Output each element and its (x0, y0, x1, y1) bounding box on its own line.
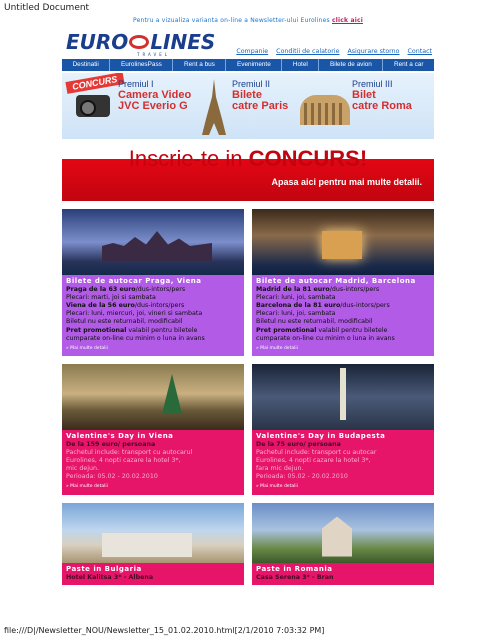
offer-line: Plecari: luni, joi, sambata (256, 310, 336, 318)
praga-photo (62, 209, 244, 275)
more-details-link[interactable]: » Mai multe detalii (256, 345, 298, 351)
nav-bilete-avion[interactable]: Bilete de avion (319, 59, 383, 71)
offer-line: Madrid de la 81 euro/dus-intors/pers (256, 286, 380, 294)
offer-line: Pachetul include: transport cu autocarul (66, 449, 193, 457)
nav-rent-a-car[interactable]: Rent a car (394, 61, 424, 68)
offer-line: Eurolines, 4 nopti cazare la hotel 3*, (66, 457, 181, 465)
offer-card-romania[interactable] (252, 503, 434, 585)
colosseum-icon (300, 95, 350, 125)
logo-subtitle: TRAVEL (137, 52, 171, 57)
prize-line: Bilete (232, 89, 262, 101)
prize-label: Premiul II (232, 79, 271, 89)
nav-eurolinespass[interactable]: EurolinesPass (110, 59, 173, 71)
christmas-tree-icon (162, 374, 182, 414)
concurs-subtitle: Apasa aici pentru mai multe detalii. (271, 177, 422, 187)
offer-line: mic dejun. (66, 465, 99, 473)
offer-line: Casa Serena 3* - Bran (256, 573, 334, 581)
concurs-title-highlight: CONCURS! (248, 146, 368, 171)
castle-tower-icon (322, 517, 352, 557)
offer-title: Paste in Bulgaria (66, 564, 142, 573)
offer-line: Plecari: luni, joi, sambata (256, 294, 336, 302)
offer-info (62, 275, 244, 356)
eiffel-tower-icon (202, 79, 226, 135)
offer-line: Barcelona de la 81 euro/dus-intors/pers (256, 302, 390, 310)
offer-line: Eurolines, 4 nopti cazare la hotel 3*, (256, 457, 371, 465)
logo-ring-icon (129, 35, 149, 49)
main-nav (62, 59, 434, 71)
nav-rent-a-bus[interactable]: Rent a bus (173, 59, 226, 71)
prize-line: catre Paris (232, 100, 289, 112)
offer-card-madrid[interactable] (252, 209, 434, 356)
notice-text: Pentru a vizualiza varianta on-line a Newsletter-ului Eurolines (132, 17, 330, 24)
logo-lines: LINES (150, 30, 216, 54)
offer-line: Biletul nu este returnabil, modificabil (66, 318, 183, 326)
prize-third (352, 79, 412, 112)
concurs-banner[interactable] (62, 141, 434, 201)
offer-info (62, 430, 244, 495)
budapesta-photo (252, 364, 434, 430)
offer-card-bulgaria[interactable] (62, 503, 244, 585)
temple-icon (322, 231, 362, 259)
click-here-link[interactable]: click aici (331, 17, 364, 24)
offers-row (62, 503, 434, 585)
nav-destinatii[interactable]: Destinatii (62, 59, 110, 71)
monument-icon (340, 368, 346, 420)
offer-line: Pret promotional valabil pentru biletele (66, 326, 198, 334)
top-links (236, 48, 432, 55)
viena-photo (62, 364, 244, 430)
prize-line: JVC Everio G (118, 100, 188, 112)
offer-line: Pret promotional valabil pentru biletele (256, 326, 388, 334)
prize-label: Premiul I (118, 79, 154, 89)
bulgaria-photo (62, 503, 244, 563)
offer-line: De la 159 euro/ persoana (66, 440, 156, 448)
offer-title: Valentine's Day in Budapesta (256, 431, 386, 440)
window-title: Untitled Document (4, 3, 90, 13)
link-conditii[interactable]: Conditii de calatorie (276, 48, 340, 55)
offer-title: Bilete de autocar Praga, Viena (66, 277, 202, 285)
brand-row (62, 28, 434, 58)
offer-line: Plecari: luni, miercuri, joi, vineri si sambata (66, 310, 203, 318)
offer-line: cumparate on-line cu minim o luna in avans (256, 334, 395, 342)
offer-line: Praga de la 63 euro/dus-intors/pers (66, 286, 186, 294)
offer-card-viena[interactable] (62, 364, 244, 495)
prize-line: catre Roma (352, 100, 412, 112)
offer-line: Pachetul include: transport cu autocar (256, 449, 377, 457)
video-camera-icon (76, 95, 110, 117)
link-companie[interactable]: Companie (236, 48, 269, 55)
nav-evenimente[interactable]: Evenimente (226, 59, 282, 71)
nav-hotel[interactable]: Hotel (282, 59, 319, 71)
offer-line: Hotel Kalitsa 3* - Albena (66, 573, 154, 581)
prize-second (232, 79, 288, 112)
link-contact[interactable]: Contact (407, 48, 432, 55)
prize-label: Premiul III (352, 79, 393, 89)
offer-card-praga[interactable] (62, 209, 244, 356)
offer-info (62, 563, 244, 585)
prize-first (118, 79, 191, 112)
concurs-tag: CONCURS (65, 73, 124, 94)
concurs-title (62, 146, 434, 172)
prize-banner[interactable] (62, 73, 434, 139)
more-details-link[interactable]: » Mai multe detalii (66, 484, 108, 490)
offer-line: cumparate on-line cu minim o luna in avans (66, 334, 205, 342)
offer-info (252, 275, 434, 356)
concurs-title-pre: Inscrie-te in (128, 146, 249, 171)
offer-line: De la 75 euro/ persoana (256, 440, 341, 448)
offer-line: Perioada: 05.02 - 20.02.2010 (256, 473, 348, 481)
footer-url: file:///D|/Newsletter_NOU/Newsletter_15_01.02.2010.html[2/1/2010 7:03:32 PM] (4, 626, 325, 635)
more-details-link[interactable]: » Mai multe detalii (66, 345, 108, 351)
offer-title: Paste in Romania (256, 564, 333, 573)
offer-line: Plecari: marti, joi si sambata (66, 294, 156, 302)
offer-info (252, 430, 434, 495)
hotel-icon (102, 533, 192, 557)
link-asigurare[interactable]: Asigurare storno (347, 48, 400, 55)
offer-line: fara mic dejun. (256, 465, 304, 473)
prize-line: Bilet (352, 89, 376, 101)
prize-line: Camera Video (118, 89, 192, 101)
newsletter (62, 14, 434, 585)
offer-title: Bilete de autocar Madrid, Barcelona (256, 277, 416, 285)
offer-card-budapesta[interactable] (252, 364, 434, 495)
offers-row (62, 364, 434, 495)
logo-euro: EURO (66, 30, 129, 54)
romania-photo (252, 503, 434, 563)
offer-info (252, 563, 434, 585)
offer-title: Valentine's Day in Viena (66, 431, 174, 440)
more-details-link[interactable]: » Mai multe detalii (256, 484, 298, 490)
offer-line: Perioada: 05.02 - 20.02.2010 (66, 473, 158, 481)
offer-line: Viena de la 56 euro/dus-intors/pers (66, 302, 185, 310)
online-notice (62, 14, 434, 28)
offer-line: Biletul nu este returnabil, modificabil (256, 318, 373, 326)
castle-icon (102, 231, 212, 261)
madrid-photo (252, 209, 434, 275)
offers-row (62, 209, 434, 356)
